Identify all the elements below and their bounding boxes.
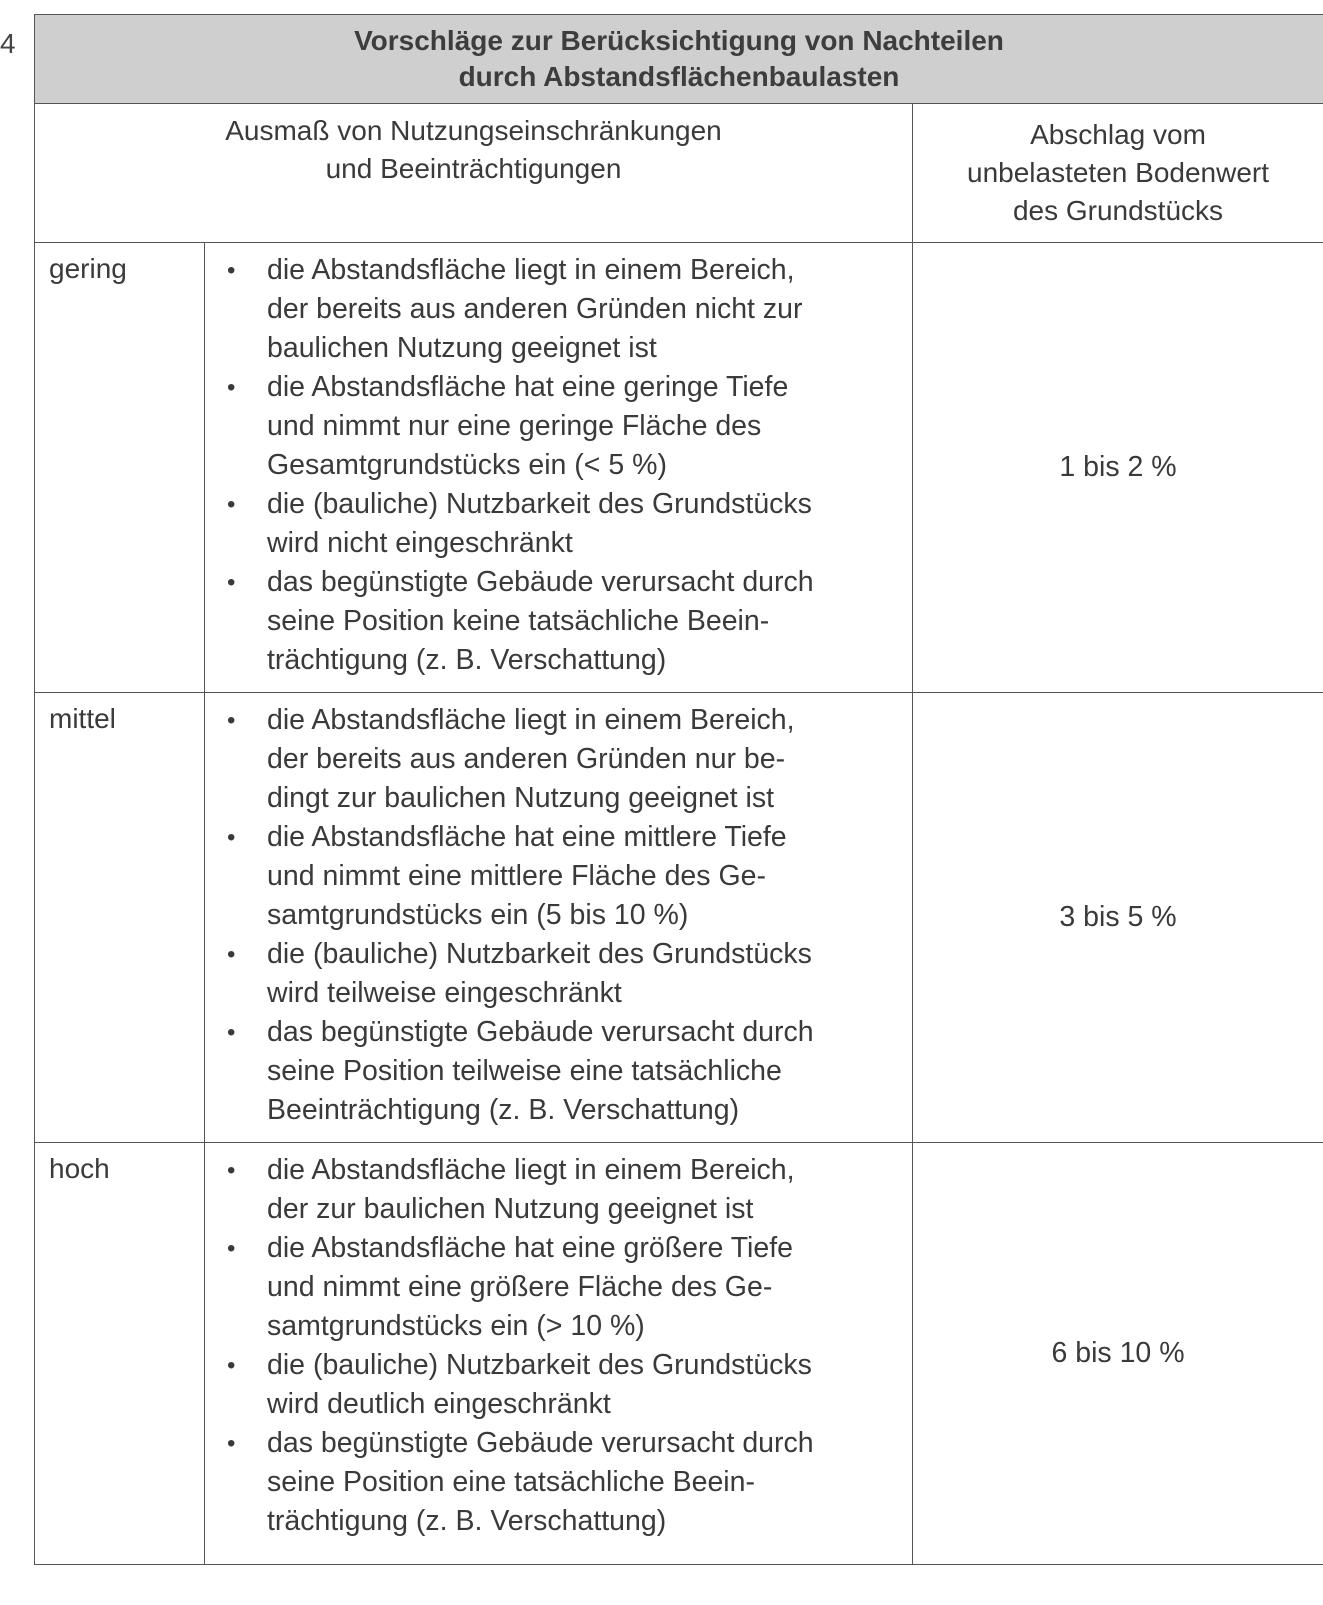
criteria-text: trächtigung (z. B. Verschattung) [267,644,667,676]
list-item [221,935,902,1013]
column-header-deduction-line-2: unbelasteten Bodenwert [967,157,1269,188]
criteria-text: der bereits aus anderen Gründen nur be- [267,743,786,775]
list-item [221,251,902,368]
table-title-row [35,15,1323,104]
table-title [35,15,1323,104]
criteria-text: die Abstandsfläche liegt in einem Bereich, [267,704,795,736]
deduction-value: 1 bis 2 % [913,243,1323,693]
criteria-text: baulichen Nutzung geeignet ist [267,332,657,364]
list-item [221,485,902,563]
criteria-cell [205,1143,913,1565]
criteria-list [221,1151,902,1541]
list-item [221,368,902,485]
criteria-text: wird deutlich eingeschränkt [267,1388,611,1420]
list-item [221,1424,902,1541]
criteria-list [221,251,902,680]
table-row [35,693,1323,1143]
criteria-list [221,701,902,1130]
criteria-text: die (bauliche) Nutzbarkeit des Grundstücks [267,488,812,520]
list-item [221,1013,902,1130]
column-header-deduction-line-1: Abschlag vom [1030,119,1206,150]
criteria-text: Gesamtgrundstücks ein (< 5 %) [267,449,667,481]
list-item [221,563,902,680]
bullet-icon: • [227,1352,236,1379]
criteria-text: trächtigung (z. B. Verschattung) [267,1505,667,1537]
page-number: 4 [0,28,16,59]
criteria-text: und nimmt eine größere Fläche des Ge- [267,1271,773,1303]
bullet-icon: • [227,1235,236,1262]
criteria-text: das begünstigte Gebäude verursacht durch [267,1016,814,1048]
criteria-text: wird nicht eingeschränkt [267,527,573,559]
criteria-text: und nimmt eine mittlere Fläche des Ge- [267,860,766,892]
criteria-text: samtgrundstücks ein (> 10 %) [267,1310,645,1342]
criteria-text: seine Position eine tatsächliche Beein- [267,1466,755,1498]
criteria-text: die Abstandsfläche hat eine größere Tiefe [267,1232,794,1264]
column-header-deduction [913,104,1323,243]
column-header-row [35,104,1323,243]
deduction-value: 3 bis 5 % [913,693,1323,1143]
criteria-text: die Abstandsfläche hat eine geringe Tiefe [267,371,789,403]
bullet-icon: • [227,491,236,518]
bullet-icon: • [227,1430,236,1457]
bullet-icon: • [227,257,236,284]
bullet-icon: • [227,1157,236,1184]
criteria-text: und nimmt nur eine geringe Fläche des [267,410,762,442]
column-header-extent [35,104,913,243]
list-item [221,1229,902,1346]
list-item [221,701,902,818]
column-header-deduction-line-3: des Grundstücks [1012,195,1224,226]
criteria-text: seine Position teilweise eine tatsächliche [267,1055,782,1087]
bullet-icon: • [227,569,236,596]
criteria-text: das begünstigte Gebäude verursacht durch [267,566,814,598]
level-label: mittel [35,693,205,1143]
bullet-icon: • [227,374,236,401]
deduction-table [34,14,1323,1565]
table-title-line-1: Vorschläge zur Berücksichtigung von Nachteilen [354,25,1004,56]
criteria-cell [205,693,913,1143]
column-header-extent-line-1: Ausmaß von Nutzungseinschränkungen [225,115,722,146]
criteria-text: wird teilweise eingeschränkt [267,977,622,1009]
criteria-text: der bereits aus anderen Gründen nicht zur [267,293,803,325]
level-label: hoch [35,1143,205,1565]
criteria-text: das begünstigte Gebäude verursacht durch [267,1427,814,1459]
deduction-value: 6 bis 10 % [913,1143,1323,1565]
table-title-line-2: durch Abstandsflächenbaulasten [458,61,900,92]
criteria-text: dingt zur baulichen Nutzung geeignet ist [267,782,775,814]
list-item [221,818,902,935]
column-header-extent-line-2: und Beeinträchtigungen [325,153,622,184]
table-row [35,243,1323,693]
bullet-icon: • [227,1019,236,1046]
list-item [221,1346,902,1424]
criteria-text: die Abstandsfläche liegt in einem Bereich, [267,1154,795,1186]
bullet-icon: • [227,941,236,968]
table-row [35,1143,1323,1565]
criteria-text: der zur baulichen Nutzung geeignet ist [267,1193,754,1225]
criteria-text: die (bauliche) Nutzbarkeit des Grundstücks [267,938,812,970]
criteria-text: die Abstandsfläche hat eine mittlere Tiefe [267,821,787,853]
criteria-text: seine Position keine tatsächliche Beein- [267,605,770,637]
level-label: gering [35,243,205,693]
criteria-text: die (bauliche) Nutzbarkeit des Grundstücks [267,1349,812,1381]
bullet-icon: • [227,824,236,851]
criteria-text: die Abstandsfläche liegt in einem Bereich, [267,254,795,286]
list-item [221,1151,902,1229]
criteria-text: samtgrundstücks ein (5 bis 10 %) [267,899,689,931]
bullet-icon: • [227,707,236,734]
criteria-cell [205,243,913,693]
criteria-text: Beeinträchtigung (z. B. Verschattung) [267,1094,740,1126]
